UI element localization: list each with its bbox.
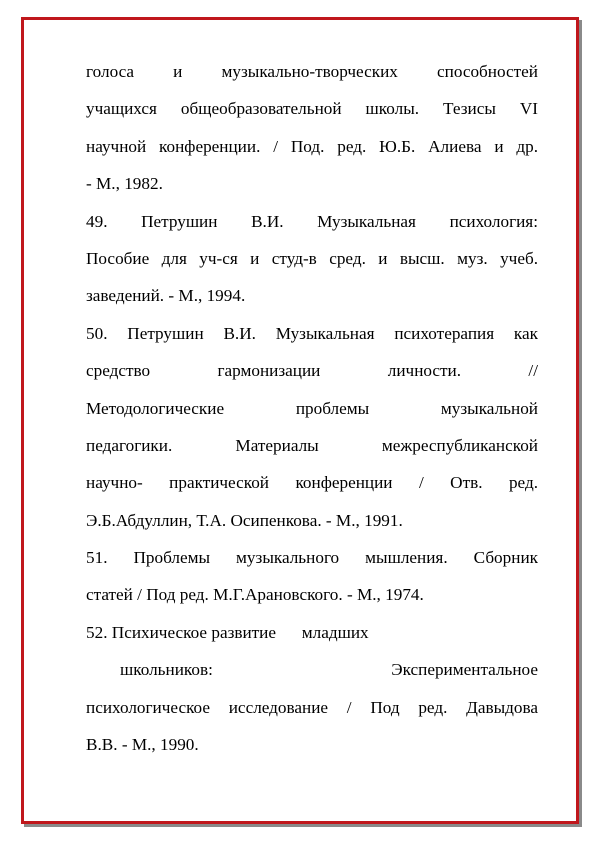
bibliography-entry-49: 49. Петрушин В.И. Музыкальная психология: xyxy=(86,211,538,231)
text-line: статей / Под ред. М.Г.Арановского. - М., 1974. xyxy=(86,585,424,605)
text-line: педагогики. Материалы межреспубликанской xyxy=(86,435,538,455)
text-line: учащихся общеобразовательной школы. Тезисы VI xyxy=(86,99,538,119)
bibliography-entry-50: 50. Петрушин В.И. Музыкальная психотерапия как xyxy=(86,323,538,343)
text-line: психологическое исследование / Под ред. Давыдова xyxy=(86,697,538,717)
bibliography-text xyxy=(86,53,538,763)
text-line: Э.Б.Абдуллин, Т.А. Осипенкова. - М., 1991. xyxy=(86,510,403,530)
text-line: Методологические проблемы музыкальной xyxy=(86,398,538,418)
text-line: голоса и музыкально-творческих способностей xyxy=(86,62,538,81)
text-line: В.В. - М., 1990. xyxy=(86,735,199,755)
bibliography-entry-52: 52. Психическое развитие младших xyxy=(86,622,369,642)
text-line: - М., 1982. xyxy=(86,174,163,194)
text-line: средство гармонизации личности. // xyxy=(86,361,538,381)
bibliography-entry-51: 51. Проблемы музыкального мышления. Сборник xyxy=(86,548,538,568)
text-line: Пособие для уч-ся и студ-в сред. и высш. муз. учеб. xyxy=(86,248,538,268)
text-line: научно- практической конференции / Отв. ред. xyxy=(86,473,538,493)
text-line: научной конференции. / Под. ред. Ю.Б. Алиева и др. xyxy=(86,136,538,156)
text-line: заведений. - М., 1994. xyxy=(86,286,246,306)
text-line: школьников: Экспериментальное xyxy=(120,660,538,680)
